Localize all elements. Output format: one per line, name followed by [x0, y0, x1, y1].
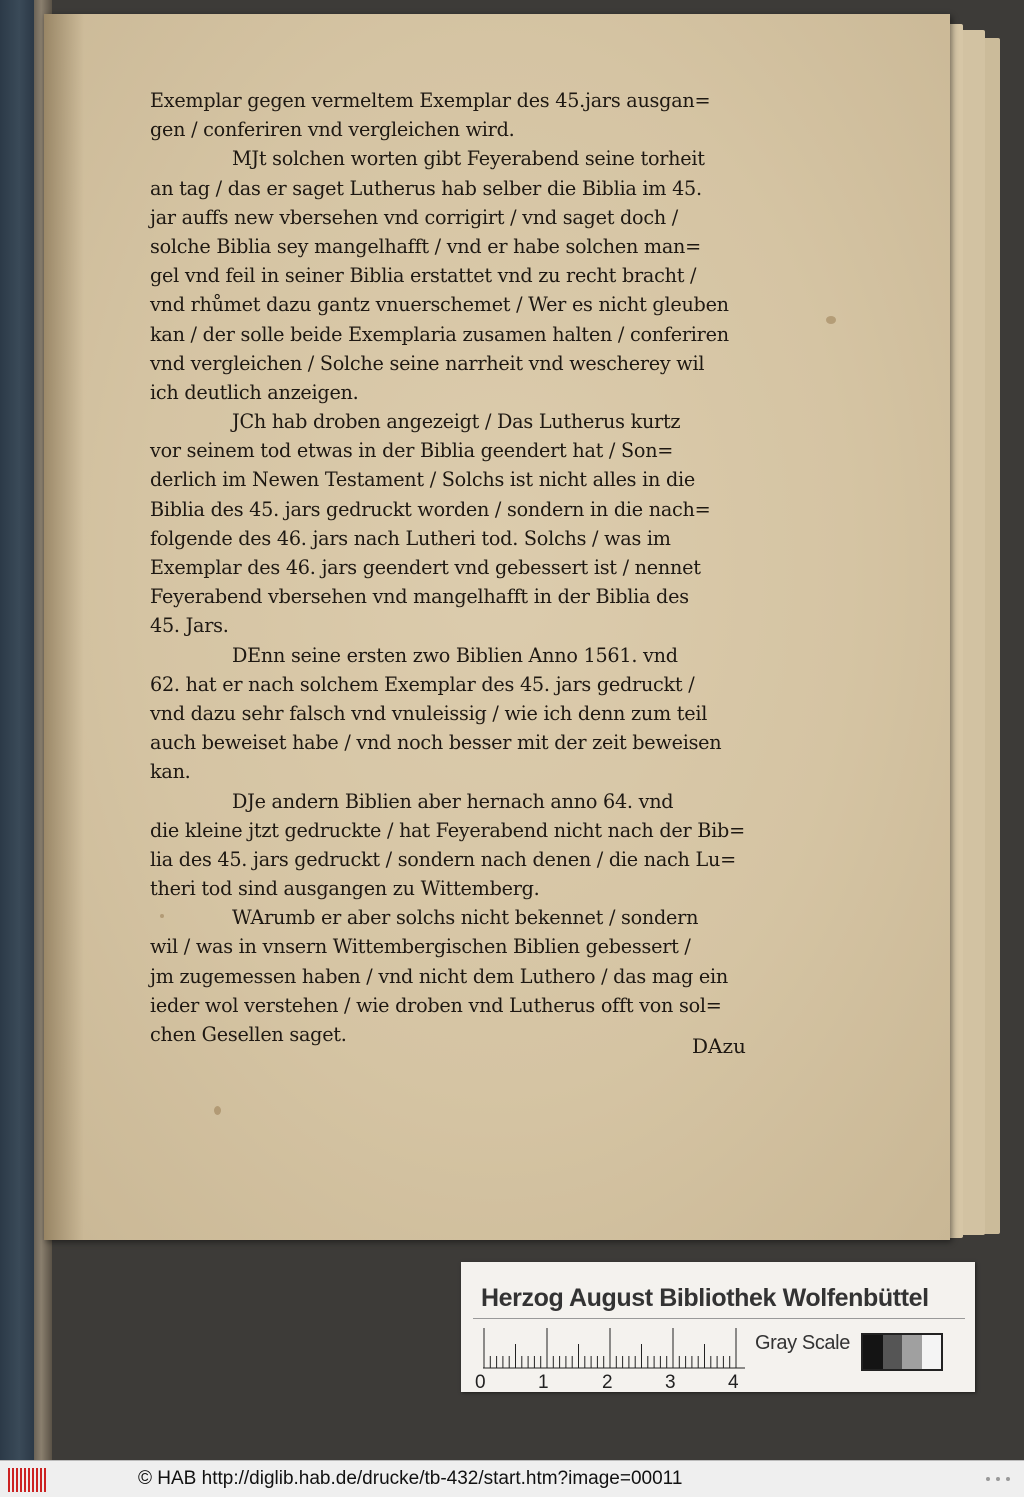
text-line: vnd rhůmet dazu gantz vnuerschemet / Wer es nicht gleuben	[150, 293, 729, 317]
text-line: DJe andern Biblien aber hernach anno 64. vnd	[232, 789, 674, 813]
ruler-number: 3	[665, 1372, 676, 1393]
grayscale-label: Gray Scale	[755, 1332, 850, 1354]
text-line: folgende des 46. jars nach Lutheri tod. Solchs / was im	[150, 526, 671, 550]
text-line: MJt solchen worten gibt Feyerabend seine torheit	[232, 147, 705, 171]
footer-bar	[0, 1460, 1024, 1497]
text-line: WArumb er aber solchs nicht bekennet / sondern	[232, 906, 699, 930]
text-line: lia des 45. jars gedruckt / sondern nach denen / die nach Lu=	[150, 847, 736, 871]
gray-patch	[922, 1335, 942, 1369]
text-line: jar auffs new vbersehen vnd corrigirt / vnd saget doch /	[150, 205, 678, 229]
library-label	[461, 1262, 975, 1392]
label-divider	[473, 1318, 965, 1319]
ruler-number: 2	[602, 1372, 613, 1393]
gray-patch	[902, 1335, 922, 1369]
text-line: derlich im Newen Testament / Solchs ist nicht alles in die	[150, 468, 696, 492]
text-line: vor seinem tod etwas in der Biblia geendert hat / Son=	[150, 439, 674, 463]
text-line: ieder wol verstehen / wie droben vnd Lutherus offt von sol=	[150, 993, 722, 1017]
text-line: DEnn seine ersten zwo Biblien Anno 1561. vnd	[232, 643, 678, 667]
text-line: auch beweiset habe / vnd noch besser mit der zeit beweisen	[150, 731, 722, 755]
text-line: kan.	[150, 760, 191, 784]
page-text	[150, 86, 790, 1049]
text-line: an tag / das er saget Lutherus hab selber die Biblia im 45.	[150, 176, 702, 200]
text-line: gen / conferiren vnd vergleichen wird.	[150, 118, 515, 142]
ruler-number: 1	[538, 1372, 549, 1393]
gray-patch	[863, 1335, 883, 1369]
text-line: Biblia des 45. jars gedruckt worden / sondern in die nach=	[150, 497, 711, 521]
text-line: die kleine jtzt gedruckte / hat Feyerabend nicht nach der Bib=	[150, 818, 745, 842]
text-line: wil / was in vnsern Wittembergischen Biblien gebessert /	[150, 935, 691, 959]
text-line: theri tod sind ausgangen zu Wittemberg.	[150, 877, 540, 901]
ruler-number: 4	[728, 1372, 739, 1393]
gray-patch	[883, 1335, 903, 1369]
dots-icon	[984, 1475, 1012, 1483]
gutter-shadow	[44, 14, 84, 1240]
text-line: solche Biblia sey mangelhafft / vnd er habe solchen man=	[150, 234, 701, 258]
text-line: Exemplar gegen vermeltem Exemplar des 45.jars ausgan=	[150, 89, 711, 112]
text-line: 45. Jars.	[150, 614, 229, 638]
copyright-url[interactable]: © HAB http://diglib.hab.de/drucke/tb-432/start.htm?image=00011	[138, 1468, 683, 1489]
catchword: DAzu	[692, 1034, 746, 1058]
text-line: ich deutlich anzeigen.	[150, 380, 359, 404]
text-line: jm zugemessen haben / vnd nicht dem Luthero / das mag ein	[150, 964, 728, 988]
hab-logo-icon	[8, 1468, 46, 1492]
text-line: gel vnd feil in seiner Biblia erstattet vnd zu recht bracht /	[150, 264, 697, 288]
text-line: chen Gesellen saget.	[150, 1023, 347, 1046]
ruler-number: 0	[475, 1372, 486, 1393]
text-line: JCh hab droben angezeigt / Das Lutherus kurtz	[232, 410, 681, 434]
text-line: vnd dazu sehr falsch vnd vnuleissig / wie ich denn zum teil	[150, 701, 708, 725]
text-line: Feyerabend vbersehen vnd mangelhafft in der Biblia des	[150, 585, 689, 609]
text-line: Exemplar des 46. jars geendert vnd gebessert ist / nennet	[150, 556, 701, 579]
label-title: Herzog August Bibliothek Wolfenbüttel	[481, 1284, 929, 1312]
text-line: 62. hat er nach solchem Exemplar des 45. jars gedruckt /	[150, 672, 695, 696]
text-line: vnd vergleichen / Solche seine narrheit vnd wescherey wil	[150, 351, 705, 375]
grayscale-patches	[861, 1333, 943, 1371]
ruler-scale	[483, 1324, 745, 1369]
text-line: kan / der solle beide Exemplaria zusamen halten / conferiren	[150, 322, 729, 346]
